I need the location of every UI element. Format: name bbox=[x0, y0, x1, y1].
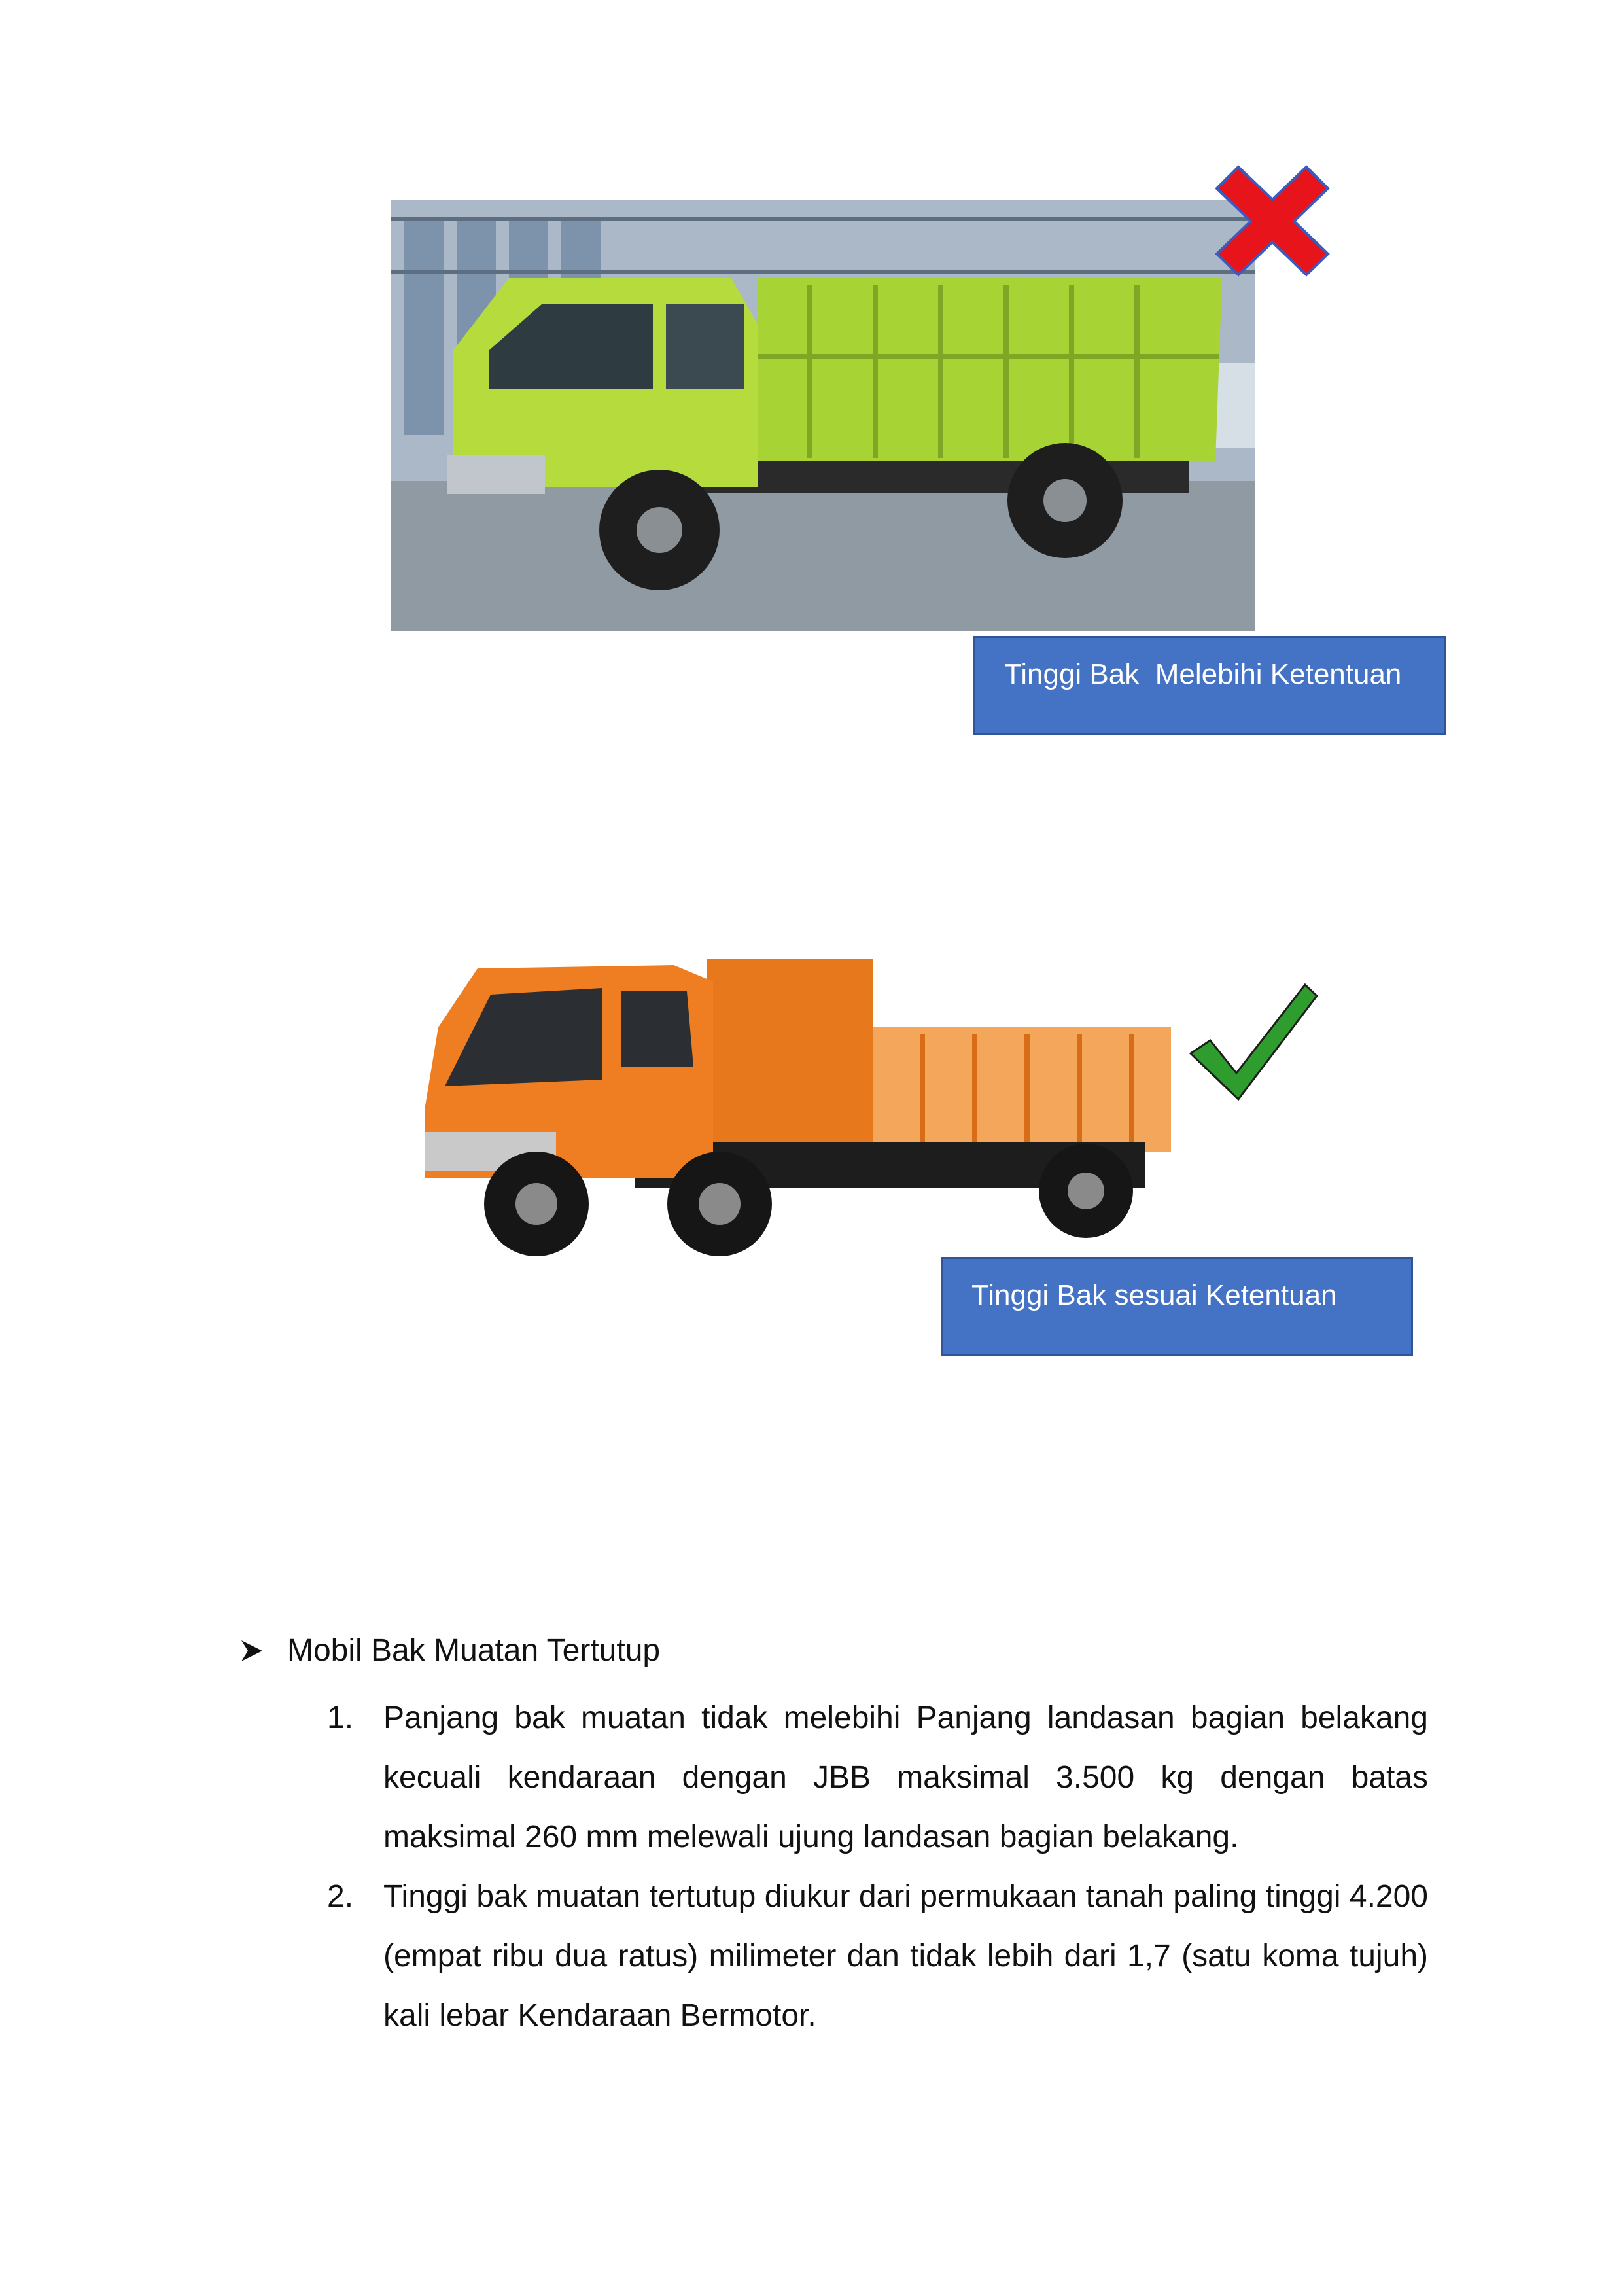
list-item-text: Panjang bak muatan tidak melebihi Panjang landasan bagian belakang kecuali kendaraan dengan JBB maksimal 3.500 kg dengan batas maksimal 260 mm melewali ujung landasan bagian belakang. bbox=[383, 1701, 1428, 1854]
callout-bottom bbox=[941, 1257, 1413, 1356]
red-x-icon bbox=[1213, 164, 1331, 278]
green-dump-truck-photo bbox=[391, 200, 1255, 631]
requirements-list bbox=[327, 1688, 1428, 2045]
list-item-number: 2. bbox=[327, 1879, 354, 1914]
callout-bottom-text: Tinggi Bak sesuai Ketentuan bbox=[971, 1279, 1337, 1311]
section-heading bbox=[239, 1633, 660, 1669]
callout-top-text: Tinggi Bak Melebihi Ketentuan bbox=[1004, 658, 1402, 690]
list-item-text: Tinggi bak muatan tertutup diukur dari permukaan tanah paling tinggi 4.200 (empat ribu dua ratus) milimeter dan tidak lebih dari 1,7 (satu koma tujuh) kali lebar Kendaraan Bermotor. bbox=[383, 1879, 1428, 2033]
list-item bbox=[327, 1688, 1428, 1867]
list-item-number: 1. bbox=[327, 1701, 354, 1735]
green-check-icon bbox=[1187, 981, 1318, 1103]
arrowhead-bullet-icon bbox=[239, 1638, 265, 1664]
section-heading-text: Mobil Bak Muatan Tertutup bbox=[287, 1633, 661, 1668]
orange-dump-truck-photo bbox=[386, 942, 1171, 1282]
list-item bbox=[327, 1867, 1428, 2045]
callout-top bbox=[973, 636, 1446, 735]
